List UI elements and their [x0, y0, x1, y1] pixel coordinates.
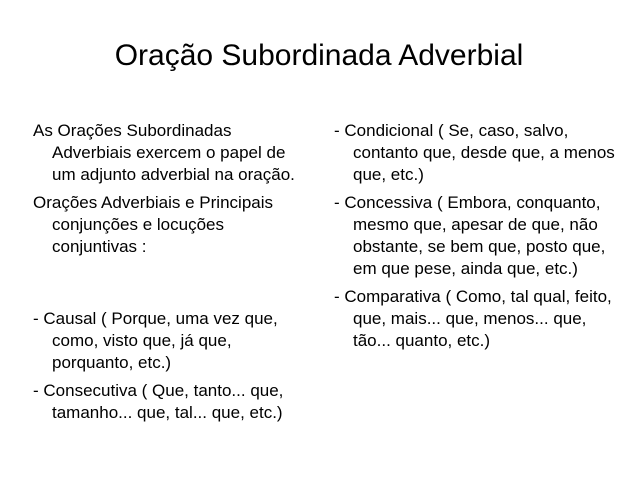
slide-title: Oração Subordinada Adverbial: [114, 39, 524, 72]
left-column: [33, 120, 308, 424]
paragraph-concessiva: - Concessiva ( Embora, conquanto, mesmo que, apesar de que, não obstante, se bem que, posto que, em que pese, ainda que, etc.): [334, 193, 606, 278]
paragraph-definition: As Orações Subordinadas Adverbiais exercem o papel de um adjunto adverbial na oração.: [33, 121, 295, 184]
paragraph-condicional: - Condicional ( Se, caso, salvo, contanto que, desde que, a menos que, etc.): [334, 121, 615, 184]
right-column: [334, 120, 624, 352]
paragraph-intro-conjunctions: Orações Adverbiais e Principais conjunções e locuções conjuntivas :: [33, 193, 274, 256]
paragraph-causal: - Causal ( Porque, uma vez que, como, visto que, já que, porquanto, etc.): [33, 309, 278, 372]
paragraph-comparativa: - Comparativa ( Como, tal qual, feito, que, mais... que, menos... que, tão... quanto, etc.): [334, 287, 612, 350]
paragraph-consecutiva: - Consecutiva ( Que, tanto... que, tamanho... que, tal... que, etc.): [33, 381, 284, 422]
